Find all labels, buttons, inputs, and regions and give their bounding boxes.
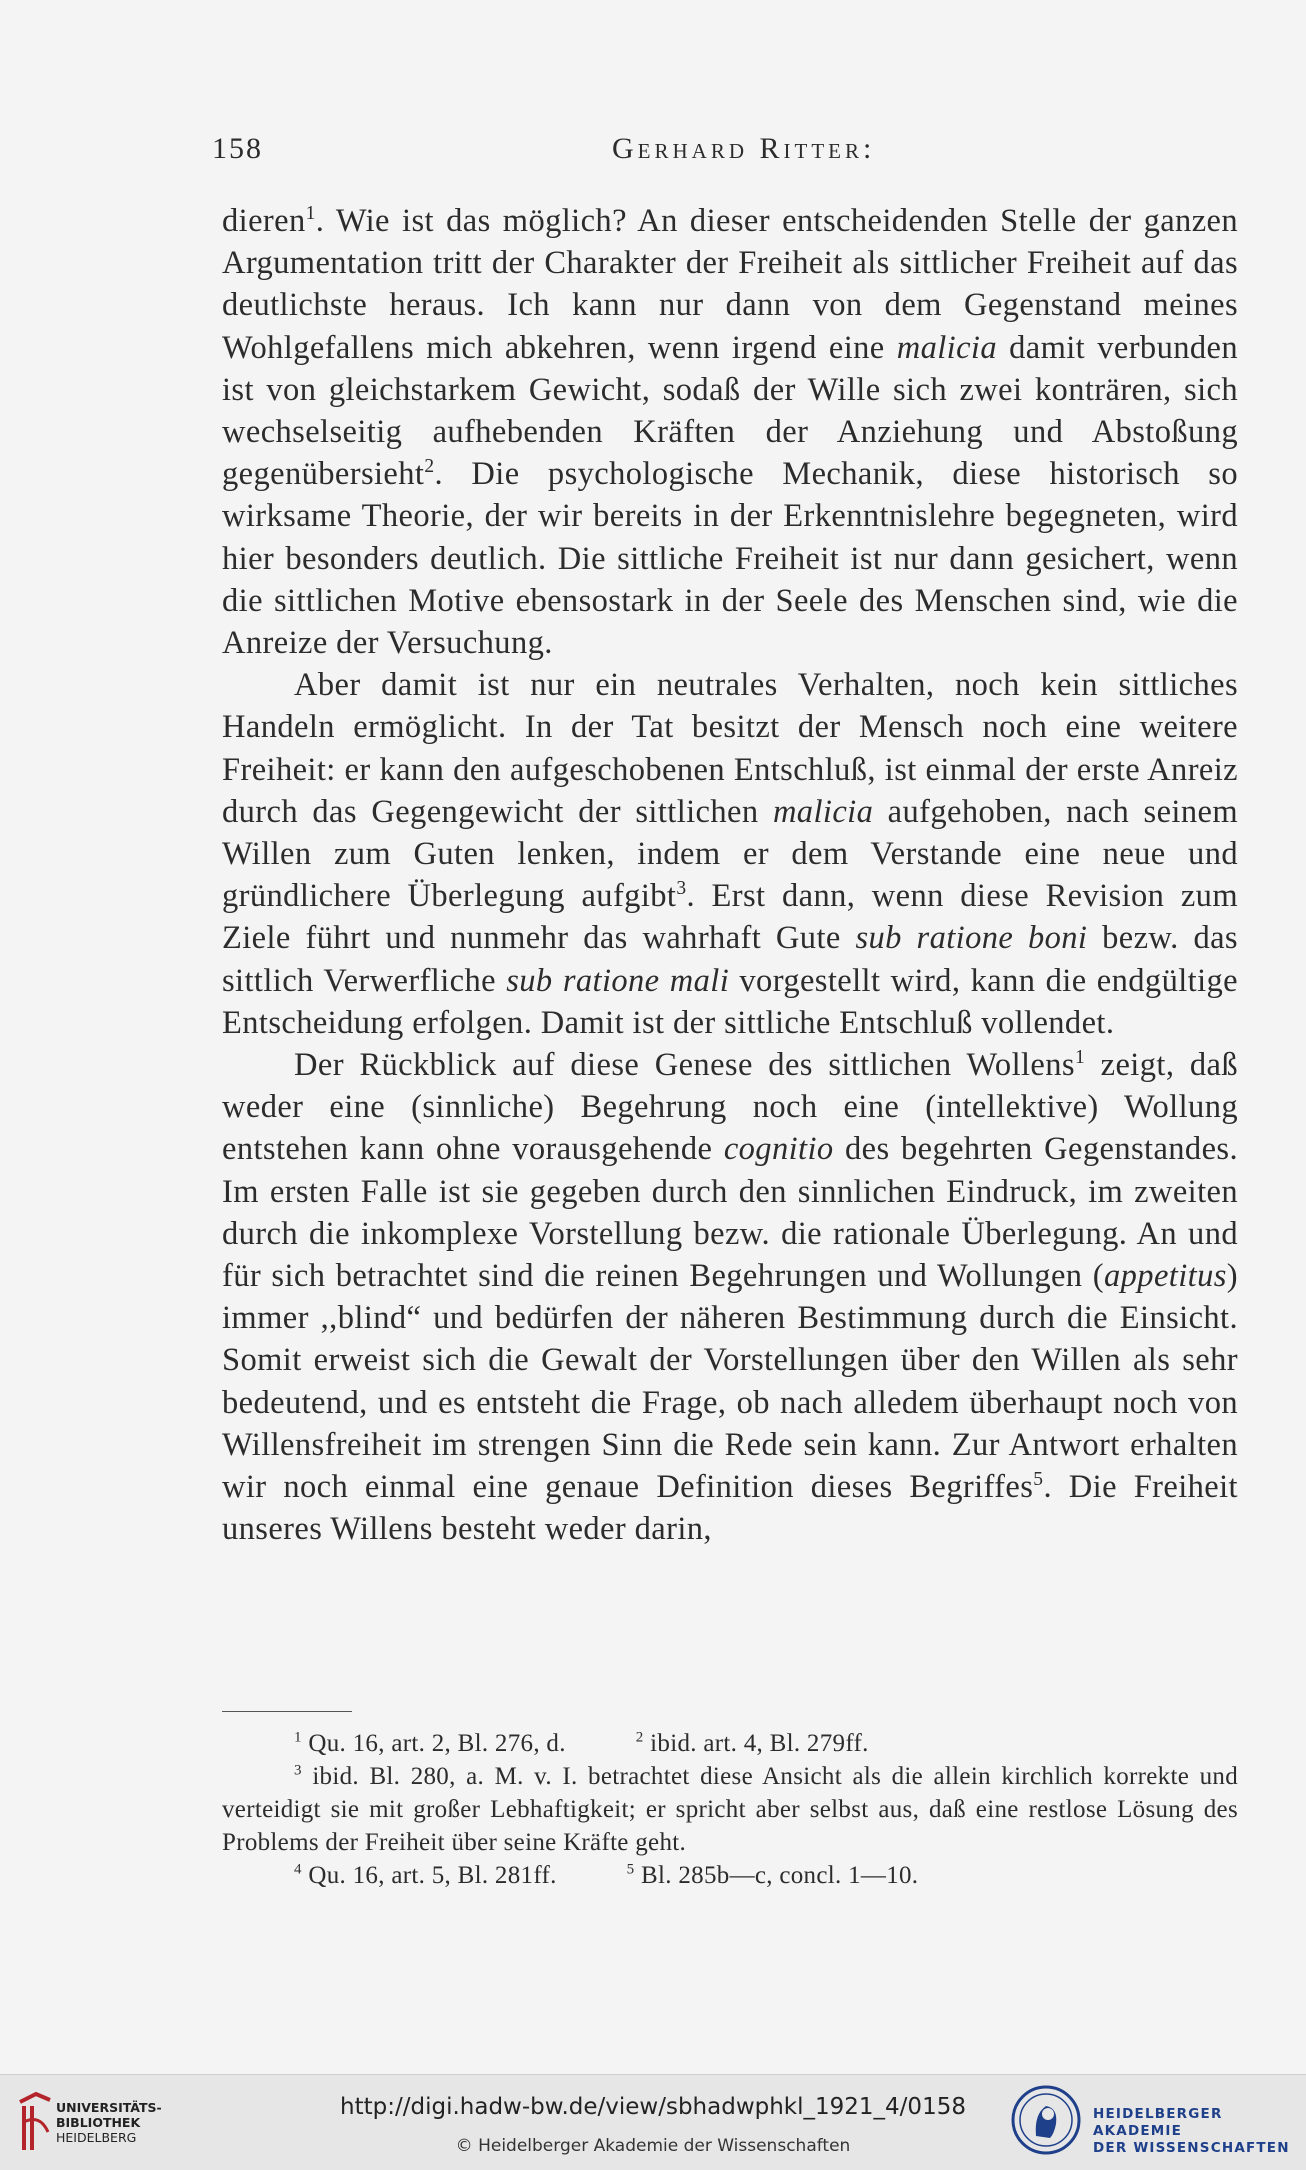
academy-seal-icon: [1010, 2084, 1082, 2156]
university-line-3: HEIDELBERG: [56, 2130, 137, 2145]
running-head: [212, 132, 1236, 172]
academy-line-1: HEIDELBERGER AKADEMIE: [1093, 2106, 1223, 2139]
footnote-3: [222, 1760, 1238, 1859]
university-line-2: BIBLIOTHEK: [56, 2115, 141, 2130]
footnote-ref: 2: [424, 456, 435, 478]
footnote-mark: 1: [294, 1729, 302, 1746]
text-run: zeigt, daß weder eine (sinnliche) Begehrung noch eine (intellektive) Wollung entstehen kann ohne vorausgehende: [222, 1047, 1239, 1168]
university-line-1: UNIVERSITÄTS-: [56, 2100, 162, 2115]
page-number: 158: [212, 132, 263, 165]
text-run: dieren: [222, 203, 306, 239]
header-title: Gerhard Ritter:: [612, 132, 876, 165]
text-run: . Die Freiheit unseres Willens besteht weder darin,: [222, 1469, 1238, 1548]
footnote-mark: 3: [294, 1762, 302, 1779]
academy-name: [1093, 2106, 1306, 2157]
academy-line-2: DER WISSENSCHAFTEN: [1093, 2140, 1290, 2156]
permalink-url[interactable]: http://digi.hadw-bw.de/view/sbhadwphkl_1921_4/0158: [340, 2094, 966, 2120]
footnote-ref: 3: [676, 878, 687, 900]
text-run: des begehrten Gegenstandes. Im ersten Falle ist sie gegeben durch den sinnlichen Eindruck, im zweiten durch die inkomplexe Vorstellung bezw. die rationale Überlegung. An und für sich betrachtet sind die reinen Begehrungen und Wollungen (: [222, 1131, 1238, 1295]
footnote-5: Bl. 285b—c, concl. 1—10.: [641, 1862, 919, 1889]
italic-term: sub ratione mali: [506, 962, 730, 999]
italic-term: malicia: [772, 793, 874, 830]
copyright-notice: © Heidelberger Akademie der Wissenschaften: [455, 2136, 851, 2156]
italic-term: appetitus: [1104, 1258, 1227, 1295]
footnotes: [222, 1727, 1238, 1892]
text-run: aufgehoben, nach seinem Willen zum Guten lenken, indem er dem Verstande eine neue und gründlichere Überlegung aufgibt: [222, 793, 1238, 915]
university-library-icon: [14, 2092, 56, 2154]
text-run: Aber damit ist nur ein neutrales Verhalten, noch kein sittliches Handeln ermöglicht. In der Tat besitzt der Mensch noch eine weitere Freiheit: er kann den aufgeschobenen Entschluß, ist einmal der erste Anreiz durch das Gegengewicht der sittlichen: [222, 667, 1238, 830]
text-run: . Wie ist das möglich? An dieser entscheidenden Stelle der ganzen Argumentation tritt der Charakter der Freiheit als sittlicher Freiheit auf das deutlichste heraus. Ich kann nur dann von dem Gegenstand meines Wohlgefallens mich abkehren, wenn irgend eine: [222, 203, 1238, 366]
paragraph-3: [222, 1044, 1238, 1550]
academy-logo[interactable]: [1010, 2084, 1090, 2164]
footnote-2: ibid. art. 4, Bl. 279ff.: [650, 1730, 869, 1757]
text-run: . Erst dann, wenn diese Revision zum Ziele führt und nunmehr das wahrhaft Gute: [222, 878, 1238, 957]
italic-term: malicia: [896, 329, 997, 366]
text-run: . Die psychologische Mechanik, diese historisch so wirksame Theorie, der wir bereits in der Erkenntnislehre begegneten, wird hier besonders deutlich. Die sittliche Freiheit ist nur dann gesichert, wenn die sittlichen Motive ebensostark in der Seele des Menschen sind, wie die Anreize der Versuchung.: [222, 456, 1238, 662]
italic-term: sub ratione boni: [855, 920, 1088, 957]
paragraph-2: [222, 664, 1238, 1044]
university-library-text: [56, 2100, 162, 2145]
text-run: ) immer ,,blind“ und bedürfen der näheren Bestimmung durch die Einsicht. Somit erweist sich die Gewalt der Vorstellungen über den Willen als sehr bedeutend, und es entsteht die Frage, ob nach alledem überhaupt noch von Willensfreiheit im strengen Sinn die Rede sein kann. Zur Antwort erhalten wir noch einmal eine genaue Definition dieses Begriffes: [222, 1258, 1238, 1506]
footnote-mark: 5: [626, 1861, 635, 1878]
text-run: Der Rückblick auf diese Genese des sittlichen Wollens: [294, 1047, 1075, 1084]
text-run: damit verbunden ist von gleichstarkem Gewicht, sodaß der Wille sich zwei konträren, sich wechselseitig aufhebenden Kräften der Anziehung und Abstoßung gegenübersieht: [222, 329, 1238, 493]
footnote-1-2: [222, 1727, 1238, 1760]
footnote-ref: 1: [1074, 1047, 1086, 1069]
footnote-4: Qu. 16, art. 5, Bl. 281ff.: [308, 1862, 557, 1889]
footnote-ref: 5: [1033, 1469, 1044, 1491]
footnote-mark: 4: [294, 1861, 302, 1878]
footnote-1: Qu. 16, art. 2, Bl. 276, d.: [308, 1730, 566, 1757]
footnote-ref: 1: [305, 203, 316, 225]
text-run: bezw. das sittlich Verwerfliche: [222, 920, 1238, 999]
italic-term: cognitio: [723, 1131, 834, 1168]
paragraph-1: [222, 200, 1238, 664]
footnote-3-text: ibid. Bl. 280, a. M. v. I. betrachtet diese Ansicht als die allein kirchlich korrekte und verteidigt sie mit großer Lebhaftigkeit; er spricht aber selbst aus, daß eine restlose Lösung des Problems der Freiheit über seine Kräfte geht.: [222, 1763, 1238, 1856]
text-run: vorgestellt wird, kann die endgültige Entscheidung erfolgen. Damit ist der sittliche Entschluß vollendet.: [222, 962, 1238, 1041]
footnote-mark: 2: [635, 1729, 644, 1746]
footnote-divider: [222, 1711, 352, 1712]
footnote-4-5: [222, 1859, 1238, 1892]
body-text: [222, 200, 1238, 1551]
